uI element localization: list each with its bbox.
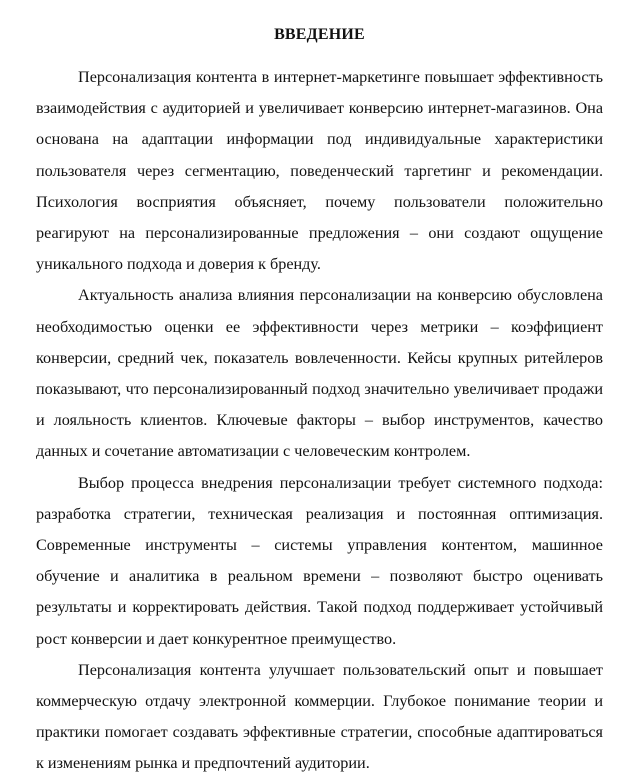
paragraph-4: Персонализация контента улучшает пользовательский опыт и повышает коммерческую отдачу электронной коммерции. Глубокое понимание теории и практики помогает создавать эффективные стратегии, способные адаптироваться к изменениям рынка и предпочтений аудитории. [36,660,603,773]
section-title: ВВЕДЕНИЕ [274,26,365,43]
paragraph-2: Актуальность анализа влияния персонализации на конверсию обусловлена необходимостью оценки ее эффективности через метрики – коэффициент конверсии, средний чек, показатель вовлеченности. Кейсы крупных ритейлеров показывают, что персонализированный подход значительно увеличивает продажи и лояльность клиентов. Ключевые факторы – выбор инструментов, качество данных и сочетание автоматизации с человеческим контролем. [36,286,603,461]
paragraph-3: Выбор процесса внедрения персонализации требует системного подхода: разработка стратегии, техническая реализация и постоянная оптимизация. Современные инструменты – системы управления контентом, машинное обучение и аналитика в реальном времени – позволяют быстро оценивать результаты и корректировать действия. Такой подход поддерживает устойчивый рост конверсии и дает конкурентное преимущество. [36,473,603,648]
paragraph-1: Персонализация контента в интернет-маркетинге повышает эффективность взаимодействия с аудиторией и увеличивает конверсию интернет-магазинов. Она основана на адаптации информации под индивидуальные характеристики пользователя через сегментацию, поведенческий таргетинг и рекомендации. Психология восприятия объясняет, почему пользователи положительно реагируют на персонализированные предложения – они создают ощущение уникального подхода и доверия к бренду. [36,68,603,274]
